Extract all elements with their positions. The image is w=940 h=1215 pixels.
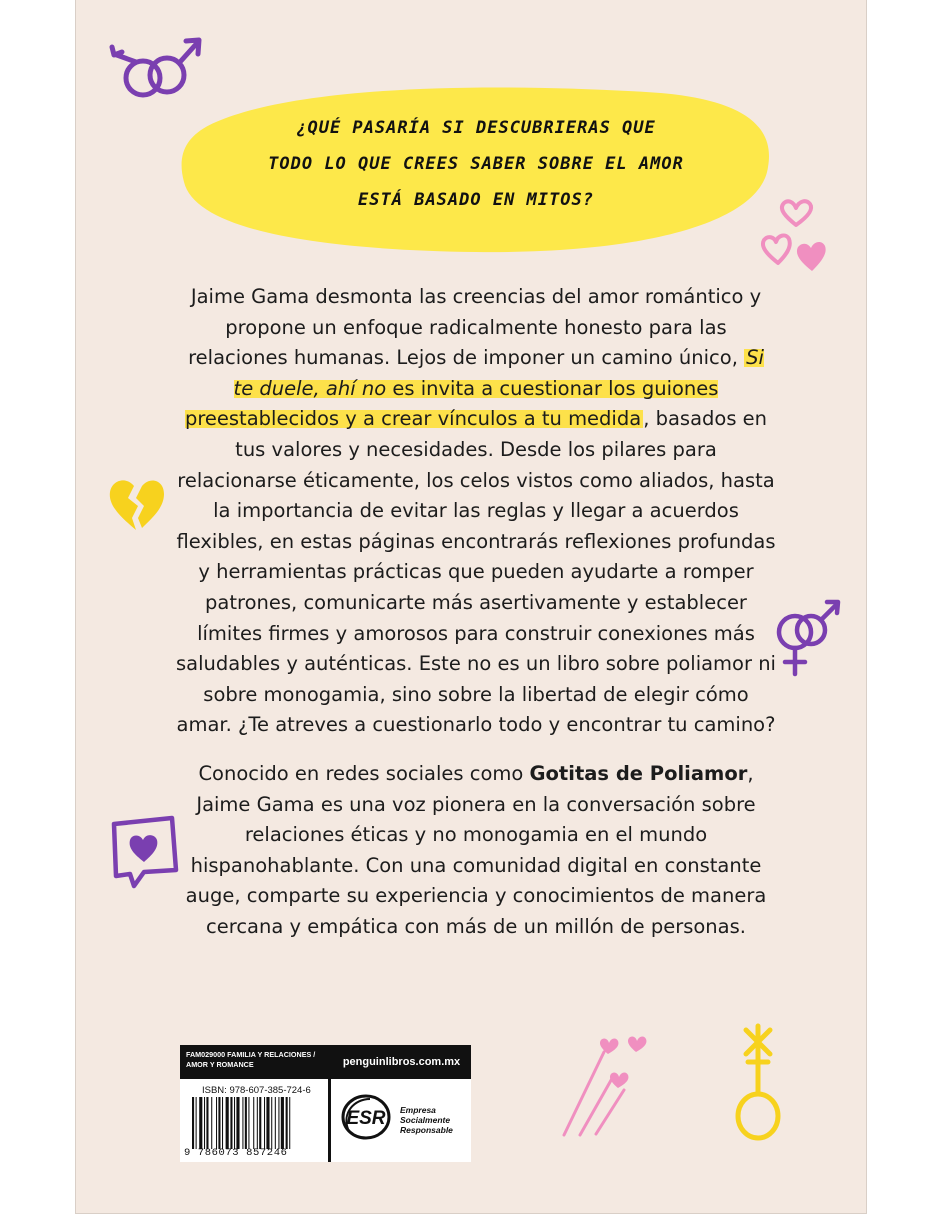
author-handle: Gotitas de Poliamor (529, 761, 748, 785)
synopsis-text-2: , basados en tus valores y necesidades. Desde los pilares para relacionarse éticamente, los celos vistos como aliados, hasta la importancia de evitar las reglas y llegar a acuerdos flexibles, en estas páginas encontrarás reflexiones profundas y herramientas prácticas que pueden ayudarte a romper patrones, comunicarte más asertivamente y establecer límites firmes y amorosos para construir conexiones más saludables y auténticas. Este no es un libro sobre poliamor ni sobre monogamia, sino sobre la libertad de elegir cómo amar. ¿Te atreves a cuestionarlo todo y encontrar tu camino? (176, 407, 776, 737)
esr-logo-text: ESR (346, 1108, 386, 1129)
female-male-symbol-icon (771, 596, 846, 681)
book-title-italic: Si te duele, ahí no (233, 346, 764, 400)
publisher-website: penguinlibros.com.mx (342, 1056, 461, 1068)
barcode-divider (328, 1045, 331, 1162)
flying-hearts-icon (556, 1030, 656, 1140)
headline-question (216, 110, 736, 218)
heart-speech-bubble-icon (104, 812, 184, 892)
barcode-header (180, 1045, 471, 1079)
bio-text-1: Conocido en redes sociales como (198, 761, 530, 785)
broken-heart-icon (106, 472, 168, 534)
barcode-bars (192, 1097, 322, 1149)
bio-text-2: , Jaime Gama es una voz pionera en la conversación sobre relaciones éticas y no monogamia en el mundo hispanohablante. Con una comunidad digital en constante auge, comparte su experiencia y conocimientos de manera cercana y empática con más de un millón de personas. (185, 761, 767, 938)
barcode-digits: 9 786073 857246 (184, 1147, 288, 1159)
barcode-panel (180, 1045, 471, 1162)
esr-line-3: Responsable (400, 1125, 453, 1135)
esr-line-2: Socialmente (400, 1115, 451, 1125)
female-symbol-icon (726, 1020, 791, 1145)
book-category: FAM029000 FAMILIA Y RELACIONES / AMOR Y ROMANCE (186, 1050, 316, 1069)
pink-hearts-icon (756, 195, 836, 280)
synopsis-paragraph (176, 282, 776, 741)
headline-line-1: ¿QUÉ PASARÍA SI DESCUBRIERAS QUE (296, 118, 656, 138)
headline-line-2: TODO LO QUE CREES SABER SOBRE EL AMOR (268, 154, 684, 174)
isbn-number: ISBN: 978-607-385-724-6 (202, 1085, 311, 1096)
esr-label (400, 1105, 470, 1135)
highlighted-text: es invita a cuestionar los guiones preestablecidos y a crear vínculos a tu medida (184, 376, 719, 431)
author-bio-paragraph (176, 759, 776, 943)
synopsis-text-1: Jaime Gama desmonta las creencias del amor romántico y propone un enfoque radicalmente honesto para las relaciones humanas. Lejos de imponer un camino único, (188, 285, 762, 370)
esr-logo-icon (340, 1093, 392, 1141)
esr-line-1: Empresa (400, 1105, 436, 1115)
headline-line-3: ESTÁ BASADO EN MITOS? (358, 190, 594, 210)
book-back-cover (75, 0, 867, 1214)
book-description (176, 282, 776, 960)
